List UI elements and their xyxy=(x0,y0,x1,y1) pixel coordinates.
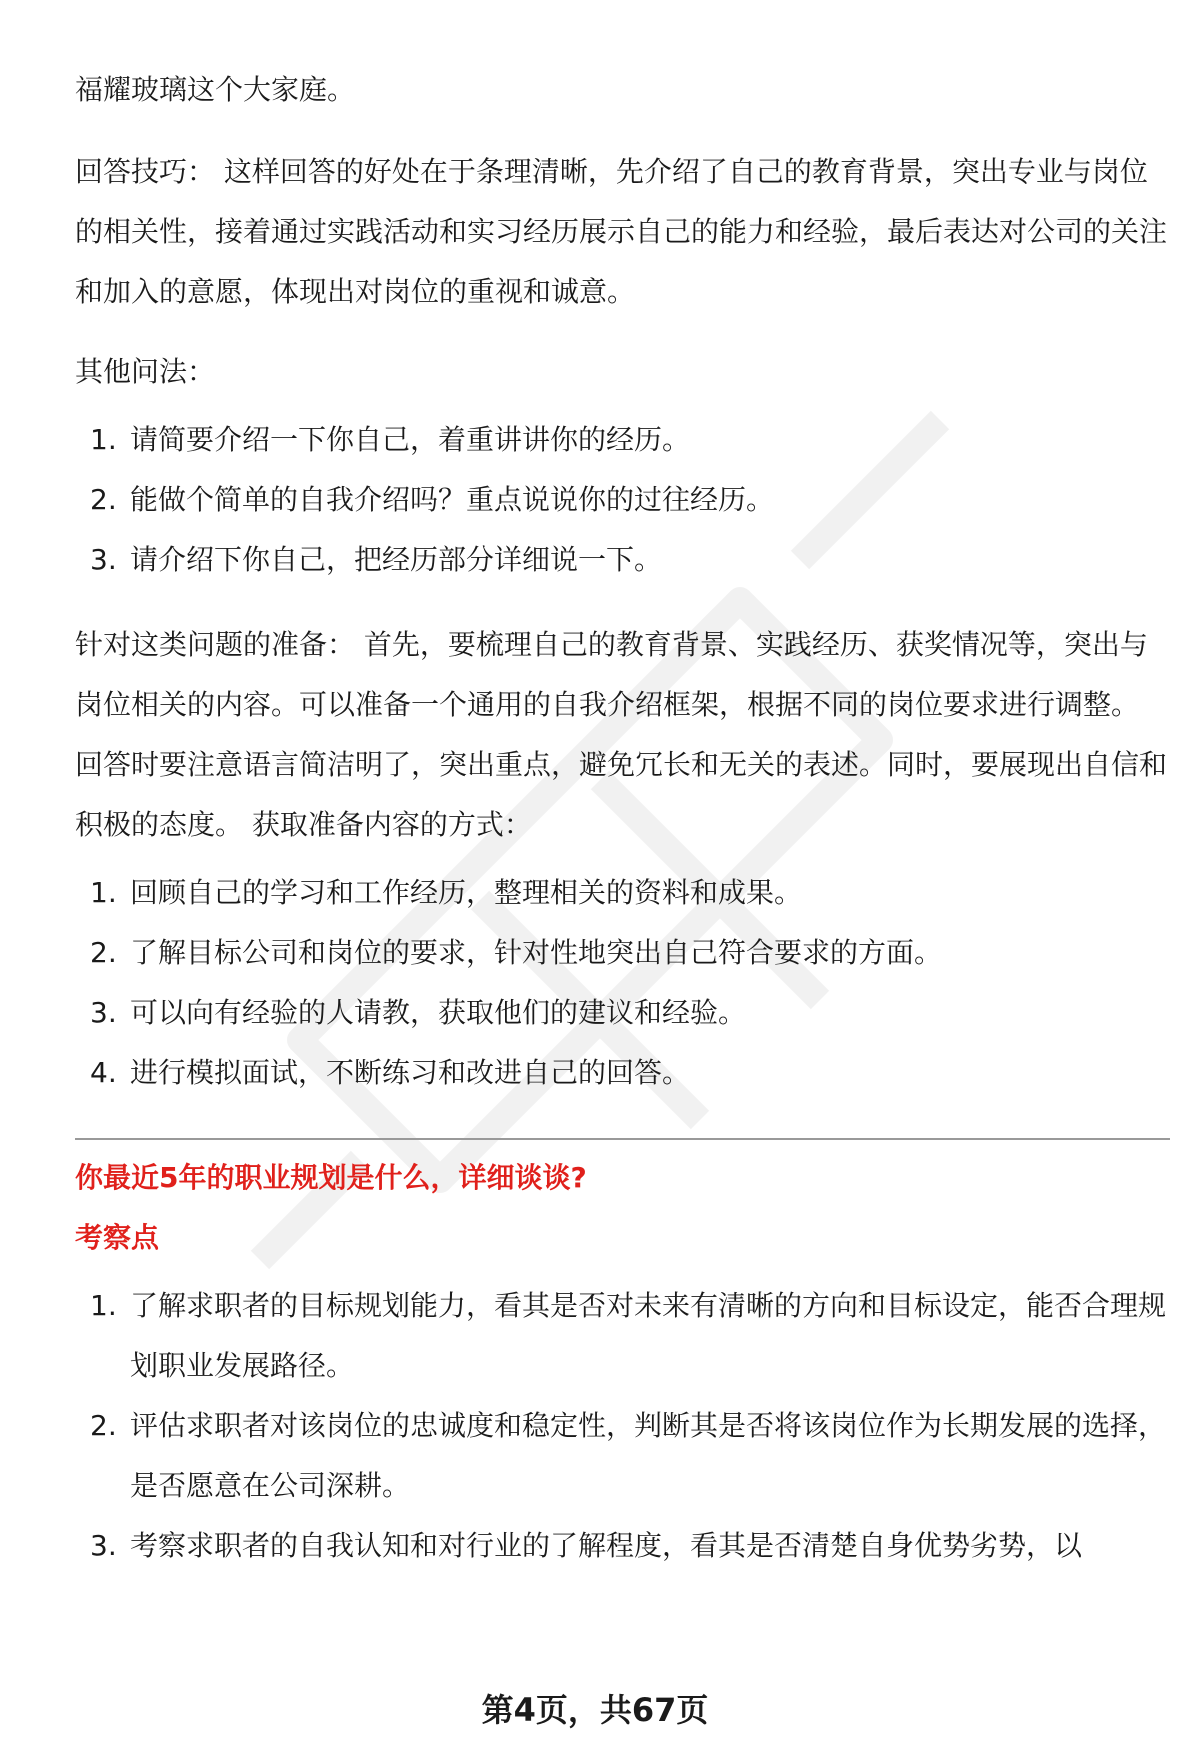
question-title: 你最近5年的职业规划是什么，详细谈谈? xyxy=(75,1161,587,1194)
list-item: 3. 请介绍下你自己，把经历部分详细说一下。 xyxy=(90,543,663,576)
list-item: 2. 评估求职者对该岗位的忠诚度和稳定性，判断其是否将该岗位作为长期发展的选择，是否愿意在公司深耕。 xyxy=(90,1409,1167,1502)
list-item: 3. 可以向有经验的人请教，获取他们的建议和经验。 xyxy=(90,996,747,1029)
assessment-points-heading: 考察点 xyxy=(75,1221,160,1254)
section-divider xyxy=(75,1138,1170,1140)
list-item: 3. 考察求职者的自我认知和对行业的了解程度，看其是否清楚自身优势劣势，以 xyxy=(90,1529,1083,1562)
assessment-points-list xyxy=(75,1276,1170,1576)
document-page xyxy=(75,60,1170,1576)
list-item: 4. 进行模拟面试，不断练习和改进自己的回答。 xyxy=(90,1056,691,1089)
alternatives-heading: 其他问法： xyxy=(75,355,216,388)
preparation-list xyxy=(75,863,1170,1103)
list-item: 1. 回顾自己的学习和工作经历，整理相关的资料和成果。 xyxy=(90,876,803,909)
continuation-text: 福耀玻璃这个大家庭。 xyxy=(75,73,356,106)
list-item: 2. 了解目标公司和岗位的要求，针对性地突出自己符合要求的方面。 xyxy=(90,936,943,969)
list-item: 1. 了解求职者的目标规划能力，看其是否对未来有清晰的方向和目标设定，能否合理规划职业发展路径。 xyxy=(90,1289,1167,1382)
answer-tip-paragraph: 回答技巧： 这样回答的好处在于条理清晰，先介绍了自己的教育背景，突出专业与岗位的相关性，接着通过实践活动和实习经历展示自己的能力和经验，最后表达对公司的关注和加入的意愿，体现出对岗位的重视和诚意。 xyxy=(75,155,1168,308)
page-number-footer: 第4页，共67页 xyxy=(481,1691,709,1729)
alternatives-list xyxy=(75,410,1170,590)
list-item: 1. 请简要介绍一下你自己，着重讲讲你的经历。 xyxy=(90,423,691,456)
list-item: 2. 能做个简单的自我介绍吗？重点说说你的过往经历。 xyxy=(90,483,775,516)
preparation-paragraph: 针对这类问题的准备： 首先，要梳理自己的教育背景、实践经历、获奖情况等，突出与岗位相关的内容。可以准备一个通用的自我介绍框架，根据不同的岗位要求进行调整。 回答时要注意语言简洁明了，突出重点，避免冗长和无关的表述。同时，要展现出自信和积极的态度。 获取准备内容的方式： xyxy=(75,628,1168,841)
